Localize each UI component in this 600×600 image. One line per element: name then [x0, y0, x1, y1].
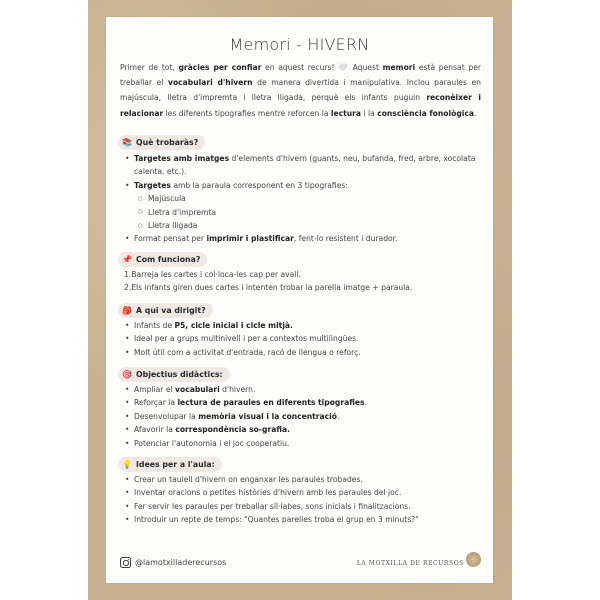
intro-bold: reconèixer i relacionar [120, 93, 481, 118]
intro-paragraph [120, 60, 481, 121]
item-text: Desenvolupar la [134, 411, 199, 421]
list-item [118, 179, 483, 192]
list-item: • Crear un taulell d'hivern on enganxar les paraules trobades. [118, 473, 483, 486]
instagram-icon [120, 557, 131, 568]
section-goals [118, 367, 483, 450]
list-item: • Inventar oracions o petites històries d'hivern amb les paraules del joc. [118, 486, 483, 499]
section-heading-who [118, 303, 213, 318]
item-text: amb la paraula corresponent en 3 tipografies: [170, 180, 348, 190]
intro-text: . [474, 108, 477, 118]
bold-text: correspondència so-grafia. [175, 425, 290, 435]
sub-list-item: ○ Majúscula [118, 192, 483, 205]
list-item: • Molt útil com a activitat d'entrada, racó de llengua o reforç. [118, 346, 483, 359]
section-how [118, 252, 483, 295]
intro-bold: lectura [330, 108, 362, 118]
intro-bold: consciència fonològica [377, 108, 474, 118]
list-item: • Fer servir les paraules per treballar síl·labes, sons inicials i finalitzacions. [118, 500, 483, 513]
intro-text: de manera divertida i manipulativa. Inclou paraules en majúscula, lletra d'impremta i lletra lligada, perquè els infants puguin [120, 78, 481, 103]
section-heading-goals [118, 367, 230, 382]
list-item [118, 423, 483, 436]
list-item [118, 232, 483, 245]
how-steps [118, 268, 483, 295]
brand-signature [357, 556, 481, 571]
lightbulb-icon: 💡 [122, 460, 132, 469]
bold-text: lectura de paraules en diferents tipografies [177, 398, 365, 408]
intro-text: Primer de tot, [120, 63, 179, 72]
item-text: , fent-lo resistent i durador. [293, 234, 398, 244]
item-text: Infants de [134, 321, 175, 330]
bold-text: memòria visual i la concentració [198, 411, 337, 421]
bold-text: Targetes amb imatges [134, 154, 230, 163]
backpack-icon: 🎒 [122, 306, 132, 315]
bold-text: vocabulari [175, 385, 220, 394]
books-icon: 📚 [122, 138, 132, 147]
intro-text: està pensat per treballar el [120, 63, 481, 88]
section-what [118, 135, 483, 246]
list-item [118, 152, 483, 179]
section-heading-what [118, 135, 205, 150]
step-item: 1.Barreja les cartes i col·loca-les cap per avall. [124, 270, 301, 279]
item-text: Reforçar la [134, 398, 178, 408]
section-heading-label: Què trobaràs? [136, 138, 199, 147]
list-item [118, 396, 483, 409]
item-text: Ampliar el [134, 385, 176, 394]
bold-text: imprimir i plastificar [206, 234, 294, 244]
brand-name: LA MOTXILLA DE RECURSOS [356, 560, 464, 567]
section-heading-label: A qui va dirigit? [136, 306, 206, 315]
intro-text: i la [361, 108, 378, 118]
brand-logo-icon [466, 552, 481, 567]
item-text: Afavorir la [134, 425, 176, 435]
section-heading-label: Objectius didàctics: [136, 370, 223, 379]
ideas-list [118, 473, 483, 527]
sub-list-item: ○ Lletra d'impremta [118, 206, 483, 219]
pushpin-icon: 📌 [122, 255, 132, 264]
list-item [118, 383, 483, 396]
bold-text: P5, cicle inicial i cicle mitjà. [174, 321, 293, 330]
sub-list-item: ○ Lletra lligada [118, 219, 483, 232]
item-text: d'elements d'hivern (guants, neu, bufanda, fred, arbre, xocolata calenta, etc.). [134, 154, 476, 177]
section-who [118, 303, 483, 359]
page-title: Memori - HIVERN [229, 35, 370, 54]
intro-bold: gràcies per confiar [178, 63, 262, 72]
document-card [106, 17, 493, 583]
section-heading-label: Idees per a l'aula: [136, 460, 215, 469]
section-ideas [118, 457, 483, 527]
item-text: . [337, 411, 340, 421]
section-heading-ideas [118, 457, 222, 472]
instagram-link[interactable] [120, 557, 226, 568]
section-heading-label: Com funciona? [136, 255, 201, 264]
instagram-handle: @lamotxilladerecursos [135, 558, 227, 567]
list-item: • Potenciar l'autonomia i el joc cooperatiu. [118, 437, 483, 450]
list-item: • Introduir un repte de temps: "Quantes parelles troba el grup en 3 minuts?" [118, 513, 483, 526]
list-item [118, 410, 483, 423]
list-item [118, 319, 483, 332]
target-icon: 🎯 [122, 370, 132, 379]
list-item: • Ideal per a grups multinivell i per a contextos multilingües. [118, 332, 483, 345]
item-text: d'hivern. [219, 385, 256, 394]
intro-bold: memori [382, 63, 416, 72]
what-list [118, 152, 483, 246]
step-item: 2.Els infants giren dues cartes i intenten trobar la parella imatge + paraula. [124, 283, 413, 293]
item-text: . [364, 398, 367, 408]
intro-text: les diferents tipografies mentre reforcen la [163, 108, 331, 118]
section-heading-how [118, 252, 207, 267]
item-text: Format pensat per [134, 234, 207, 244]
intro-text: en aquest recurs! 🤍 Aquest [261, 63, 383, 72]
bold-text: Targetes [134, 180, 171, 190]
goals-list [118, 383, 483, 450]
who-list [118, 319, 483, 359]
intro-bold: vocabulari d'hivern [168, 78, 253, 88]
